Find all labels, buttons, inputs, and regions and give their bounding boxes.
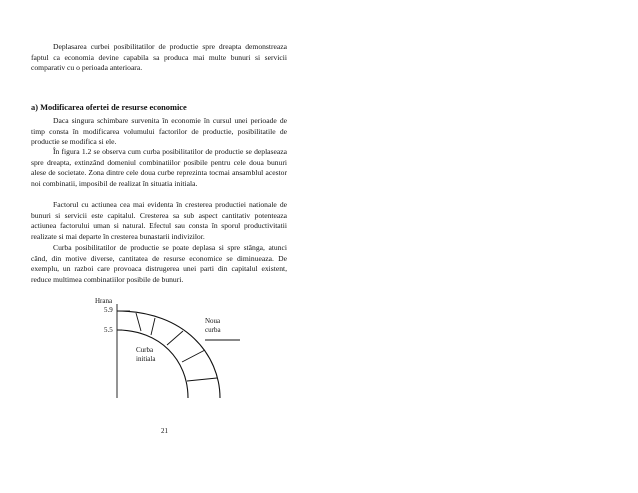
connector-line xyxy=(182,350,205,362)
tick-label-upper: 5.9 xyxy=(104,306,113,314)
initial-curve xyxy=(117,330,188,398)
y-axis-label: Hrana xyxy=(95,297,113,305)
paragraph-figure-description: În figura 1.2 se observa cum curba posibilitatilor de productie se deplaseaza spre dreapta, extinzând domeniul combinatiilor posibile pentru cele doua bunuri alese de societate. Zona dintre cele doua curbe reprezinta tocmai ansamblul acestor noi combinatii, imposibil de realizat în situatia initiala. xyxy=(31,147,287,188)
initial-curve-label: Curba initiala xyxy=(136,346,156,363)
connector-line xyxy=(151,318,155,335)
section-heading: a) Modificarea ofertei de resurse economice xyxy=(31,103,187,112)
connector-line xyxy=(167,331,183,345)
page-number: 21 xyxy=(161,427,168,435)
paragraph-left-shift: Curba posibilitatilor de productie se poate deplasa si spre stânga, atunci când, din motive diverse, cantitatea de resurse economice se diminueaza. De exemplu, un razboi care provoaca distrugerea unei parti din capitalul existent, reduce multimea combinatiilor posibile de bunuri. xyxy=(31,243,287,284)
paragraph-factor-change: Daca singura schimbare survenita în economie în cursul unei perioade de timp consta în modificarea volumului factorilor de productie, posibilitatile de productie se modifica si ele. xyxy=(31,116,287,147)
new-curve-label: Noua curba xyxy=(205,317,221,334)
connector-line xyxy=(136,313,141,331)
paragraph-curve-shift: Deplasarea curbei posibilitatilor de productie spre dreapta demonstreaza faptul ca economia devine capabila sa produca mai multe bunuri si servicii comparativ cu o perioada anterioara. xyxy=(31,42,287,73)
paragraph-capital: Factorul cu actiunea cea mai evidenta în cresterea productiei nationale de bunuri si servicii este capitalul. Cresterea sa sub aspect cantitativ potenteaza actiunea factorului uman si natural. Efectul sau consta în sporul productivitatii realizate si mai departe în cresterea bunastarii indivizilor. xyxy=(31,200,287,241)
tick-label-lower: 5.5 xyxy=(104,326,113,334)
connector-line xyxy=(187,378,217,381)
